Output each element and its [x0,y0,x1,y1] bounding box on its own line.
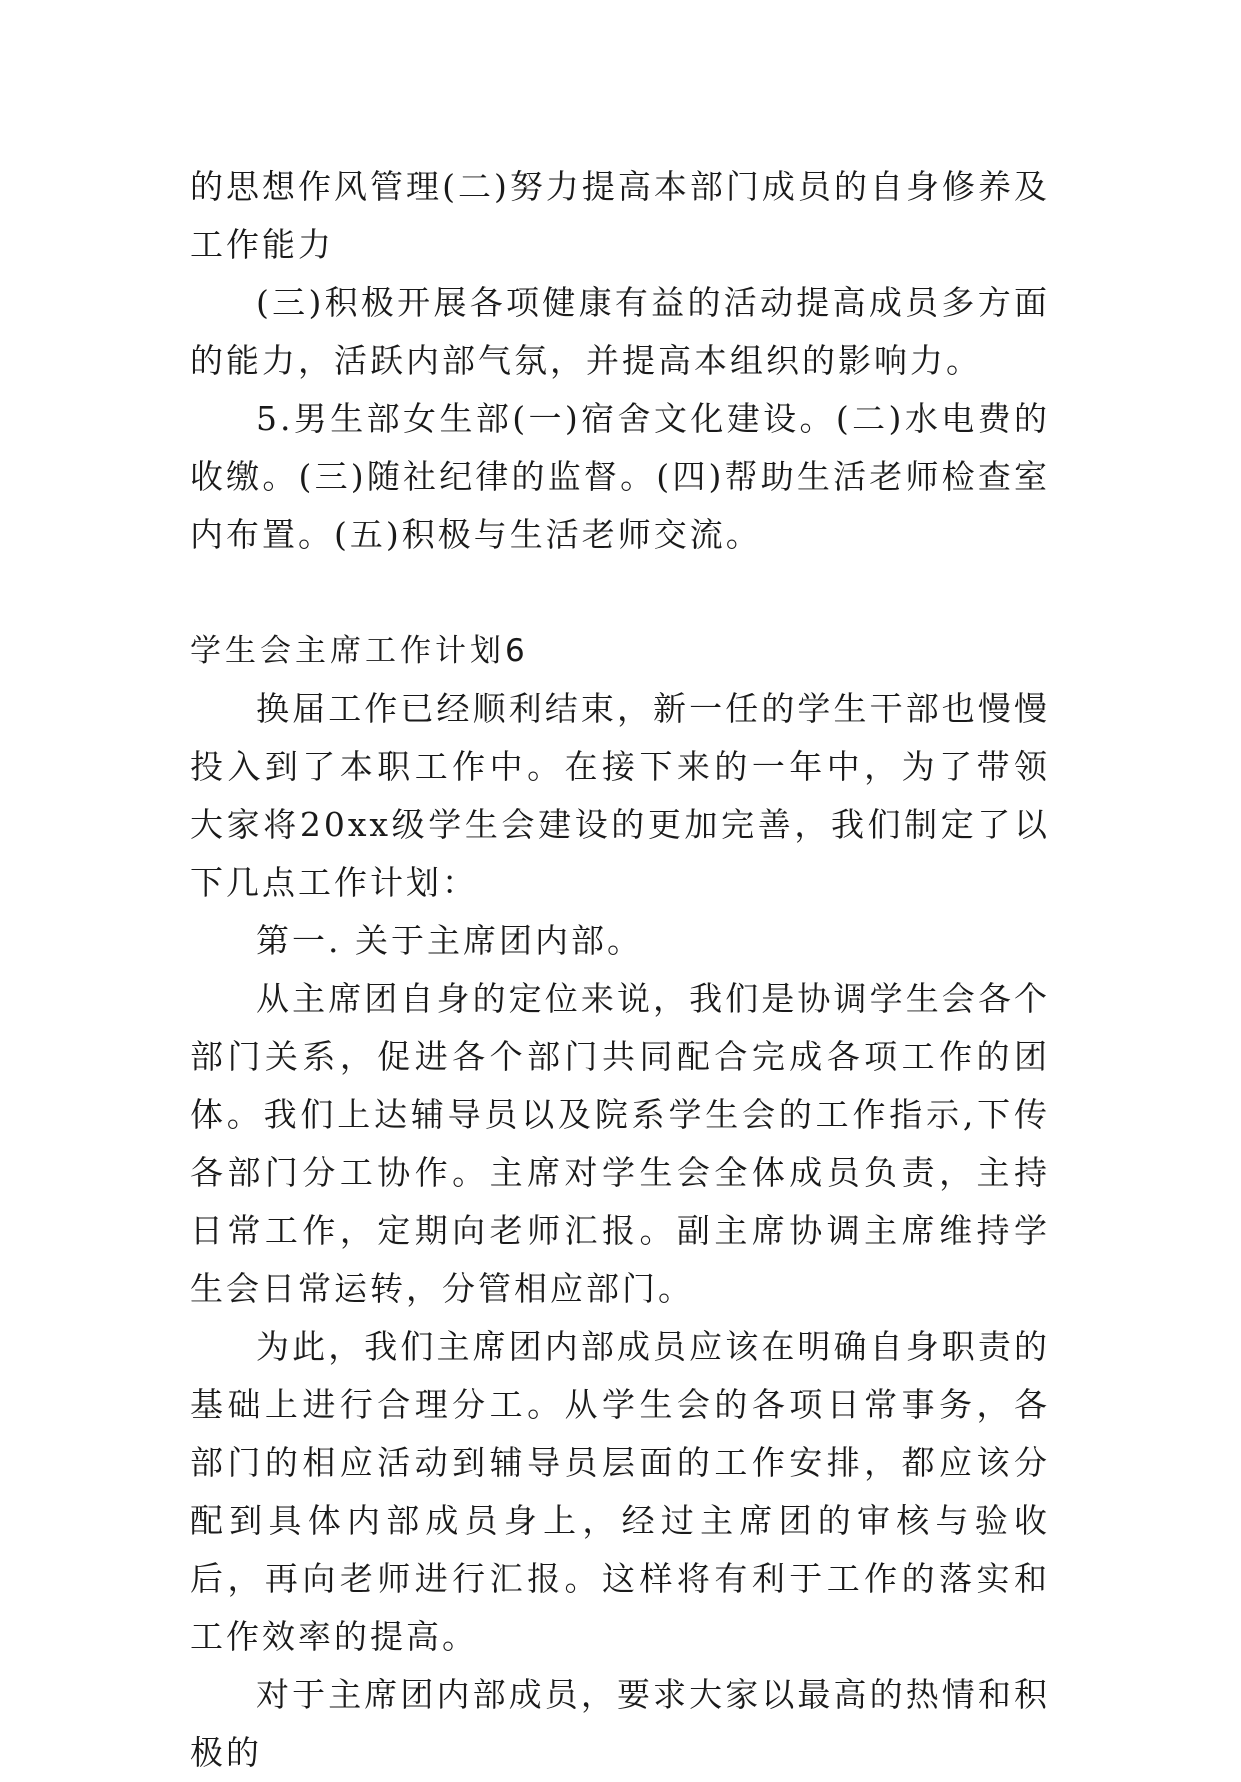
paragraph-continuation: 的思想作风管理(二)努力提高本部门成员的自身修养及工作能力 [190,167,1050,264]
paragraph: (三)积极开展各项健康有益的活动提高成员多方面的能力，活跃内部气氛，并提高本组织的影响力。 [190,283,1050,380]
section-spacer [190,564,1050,622]
paragraph: 5.男生部女生部(一)宿舍文化建设。(二)水电费的收缴。(三)随社纪律的监督。(四)帮助生活老师检查室内布置。(五)积极与生活老师交流。 [190,399,1050,554]
paragraph: 从主席团自身的定位来说，我们是协调学生会各个部门关系，促进各个部门共同配合完成各项工作的团体。我们上达辅导员以及院系学生会的工作指示,下传各部门分工协作。主席对学生会全体成员负责，主持日常工作，定期向老师汇报。副主席协调主席维持学生会日常运转，分管相应部门。 [190,979,1050,1308]
paragraph: 对于主席团内部成员，要求大家以最高的热情和积极的 [190,1675,1050,1772]
paragraph: 为此，我们主席团内部成员应该在明确自身职责的基础上进行合理分工。从学生会的各项日常事务，各部门的相应活动到辅导员层面的工作安排，都应该分配到具体内部成员身上，经过主席团的审核与验收后，再向老师进行汇报。这样将有利于工作的落实和工作效率的提高。 [190,1327,1050,1656]
paragraph: 换届工作已经顺利结束，新一任的学生干部也慢慢投入到了本职工作中。在接下来的一年中，为了带领大家将20xx级学生会建设的更加完善，我们制定了以下几点工作计划： [190,689,1050,902]
paragraph: 第一. 关于主席团内部。 [256,921,643,960]
document-body [190,158,1050,1782]
section-title: 学生会主席工作计划6 [190,633,529,669]
